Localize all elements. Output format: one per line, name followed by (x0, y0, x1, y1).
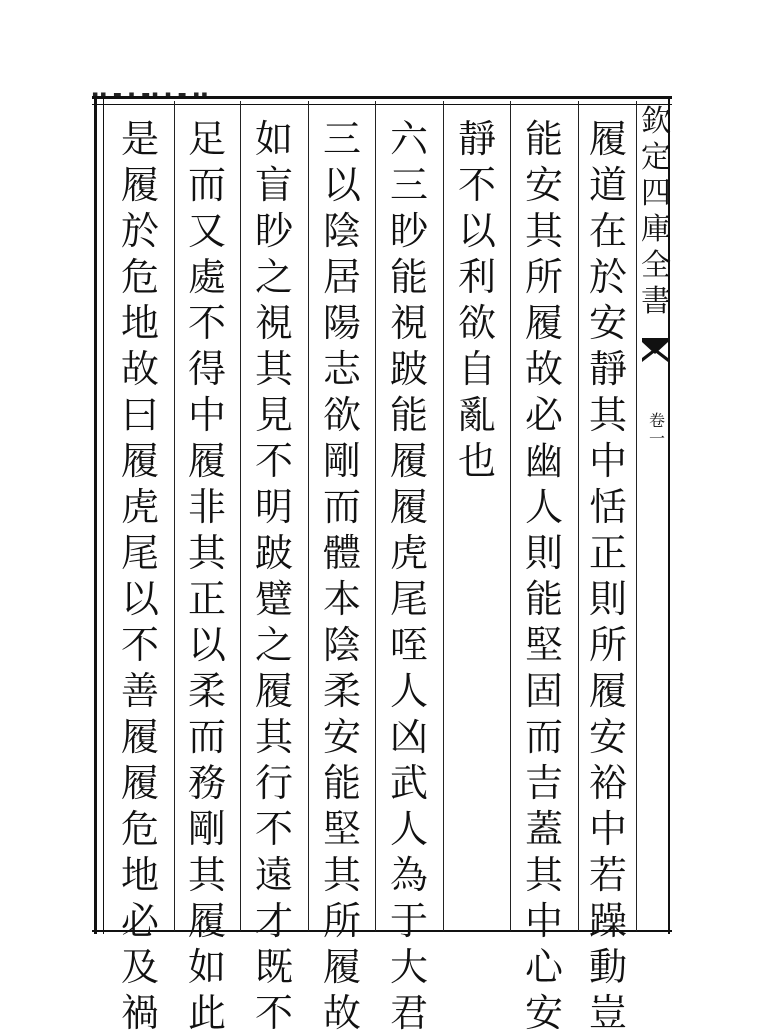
glyph: 及 (120, 945, 159, 989)
glyph: 履 (389, 439, 428, 483)
glyph: 靜 (588, 347, 627, 391)
glyph: 能 (389, 255, 428, 299)
glyph: 動 (588, 945, 627, 989)
glyph: 中 (187, 393, 226, 437)
glyph: 地 (120, 301, 159, 345)
glyph: 而 (187, 715, 226, 759)
glyph: 躁 (588, 899, 627, 943)
glyph: 其 (254, 347, 293, 391)
glyph: 於 (120, 209, 159, 253)
glyph: 中 (588, 807, 627, 851)
glyph: 靜 (457, 117, 496, 161)
glyph: 其 (187, 853, 226, 897)
glyph: 虎 (120, 485, 159, 529)
glyph: 故 (322, 991, 361, 1035)
glyph: 本 (322, 577, 361, 621)
glyph: 在 (588, 209, 627, 253)
glyph: 其 (187, 531, 226, 575)
glyph: 跛 (389, 347, 428, 391)
glyph: 曰 (120, 393, 159, 437)
glyph: 陰 (322, 209, 361, 253)
glyph: 非 (187, 485, 226, 529)
glyph: 危 (120, 255, 159, 299)
glyph: 其 (524, 853, 563, 897)
glyph: 所 (524, 255, 563, 299)
glyph: 所 (588, 623, 627, 667)
glyph: 剛 (187, 807, 226, 851)
glyph: 剛 (322, 439, 361, 483)
glyph: 故 (524, 347, 563, 391)
glyph: 地 (120, 853, 159, 897)
column-rule (240, 101, 241, 931)
glyph: 必 (120, 899, 159, 943)
glyph: 書 (641, 284, 671, 319)
glyph: 得 (187, 347, 226, 391)
glyph: 豈 (588, 991, 627, 1035)
glyph: 陽 (322, 301, 361, 345)
glyph: 又 (187, 209, 226, 253)
glyph: 自 (457, 347, 496, 391)
glyph: 以 (457, 209, 496, 253)
glyph: 履 (187, 439, 226, 483)
glyph: 其 (588, 393, 627, 437)
glyph: 履 (322, 945, 361, 989)
glyph: 志 (322, 347, 361, 391)
glyph: 履 (120, 761, 159, 805)
glyph: 以 (120, 577, 159, 621)
glyph: 一 (648, 429, 665, 448)
glyph: 才 (254, 899, 293, 943)
column-rule (510, 101, 511, 931)
glyph: 以 (322, 163, 361, 207)
glyph: 不 (254, 991, 293, 1035)
text-column-7 (179, 116, 235, 1036)
glyph: 柔 (322, 669, 361, 713)
glyph: 不 (457, 163, 496, 207)
glyph: 履 (254, 669, 293, 713)
glyph: 庫 (641, 212, 671, 247)
glyph: 咥 (389, 623, 428, 667)
glyph: 盲 (254, 163, 293, 207)
glyph: 履 (389, 485, 428, 529)
glyph: 堅 (524, 623, 563, 667)
text-column-8 (112, 116, 168, 1036)
glyph: 處 (187, 255, 226, 299)
glyph: 恬 (588, 485, 627, 529)
glyph: 既 (254, 945, 293, 989)
fishtail-mark-icon (640, 336, 670, 366)
text-column-4 (381, 116, 437, 1036)
glyph: 全 (641, 248, 671, 283)
glyph: 虎 (389, 531, 428, 575)
glyph: 安 (524, 991, 563, 1035)
glyph: 幽 (524, 439, 563, 483)
glyph: 定 (641, 140, 671, 175)
glyph: 如 (187, 945, 226, 989)
glyph: 履 (120, 439, 159, 483)
glyph: 如 (254, 117, 293, 161)
glyph: 能 (322, 761, 361, 805)
glyph: 遠 (254, 853, 293, 897)
glyph: 安 (588, 301, 627, 345)
glyph: 三 (322, 117, 361, 161)
glyph: 而 (524, 715, 563, 759)
glyph: 正 (588, 531, 627, 575)
glyph: 武 (389, 761, 428, 805)
glyph: 務 (187, 761, 226, 805)
glyph: 之 (254, 255, 293, 299)
glyph: 道 (588, 163, 627, 207)
glyph: 人 (389, 807, 428, 851)
text-column-2 (516, 116, 572, 1036)
glyph: 人 (389, 669, 428, 713)
glyph: 躄 (254, 577, 293, 621)
glyph: 不 (254, 439, 293, 483)
glyph: 六 (389, 117, 428, 161)
glyph: 善 (120, 669, 159, 713)
glyph: 則 (524, 531, 563, 575)
glyph: 欽 (641, 104, 671, 139)
glyph: 而 (322, 485, 361, 529)
glyph: 君 (389, 991, 428, 1035)
glyph: 欲 (322, 393, 361, 437)
column-rule (308, 101, 309, 931)
glyph: 不 (120, 623, 159, 667)
glyph: 能 (524, 577, 563, 621)
glyph: 若 (588, 853, 627, 897)
glyph: 其 (254, 715, 293, 759)
glyph: 履 (120, 715, 159, 759)
glyph: 危 (120, 807, 159, 851)
glyph: 此 (187, 991, 226, 1035)
glyph: 柔 (187, 669, 226, 713)
glyph: 視 (389, 301, 428, 345)
glyph: 陰 (322, 623, 361, 667)
glyph: 四 (641, 176, 671, 211)
glyph: 三 (389, 163, 428, 207)
frame-top-ornament: ▪▪ ▬ ▪ ▬▪ ▪ ▬ ▪▪ (92, 90, 210, 100)
glyph: 利 (457, 255, 496, 299)
glyph: 尾 (389, 577, 428, 621)
column-rule (578, 101, 579, 931)
glyph: 眇 (254, 209, 293, 253)
glyph: 正 (187, 577, 226, 621)
glyph: 為 (389, 853, 428, 897)
glyph: 能 (524, 117, 563, 161)
frame-left-border (94, 96, 104, 934)
glyph: 固 (524, 669, 563, 713)
text-column-5 (314, 116, 370, 1036)
glyph: 中 (524, 899, 563, 943)
glyph: 履 (524, 301, 563, 345)
glyph: 心 (524, 945, 563, 989)
glyph: 亂 (457, 393, 496, 437)
glyph: 禍 (120, 991, 159, 1035)
glyph: 人 (524, 485, 563, 529)
glyph: 履 (588, 669, 627, 713)
glyph: 所 (322, 899, 361, 943)
glyph: 履 (588, 117, 627, 161)
glyph: 能 (389, 393, 428, 437)
glyph: 居 (322, 255, 361, 299)
glyph: 吉 (524, 761, 563, 805)
glyph: 其 (322, 853, 361, 897)
glyph: 裕 (588, 761, 627, 805)
glyph: 行 (254, 761, 293, 805)
column-rule (375, 101, 376, 931)
glyph: 則 (588, 577, 627, 621)
margin-title (636, 104, 676, 320)
glyph: 尾 (120, 531, 159, 575)
text-column-6 (246, 116, 302, 1036)
glyph: 于 (389, 899, 428, 943)
glyph: 明 (254, 485, 293, 529)
glyph: 不 (187, 301, 226, 345)
glyph: 足 (187, 117, 226, 161)
glyph: 體 (322, 531, 361, 575)
glyph: 其 (524, 209, 563, 253)
glyph: 而 (187, 163, 226, 207)
glyph: 故 (120, 347, 159, 391)
column-rule (174, 101, 175, 931)
glyph: 履 (120, 163, 159, 207)
glyph: 蓋 (524, 807, 563, 851)
margin-juan (644, 412, 670, 448)
glyph: 安 (322, 715, 361, 759)
glyph: 大 (389, 945, 428, 989)
text-column-3 (449, 116, 505, 484)
glyph: 視 (254, 301, 293, 345)
glyph: 見 (254, 393, 293, 437)
column-rule (443, 101, 444, 931)
glyph: 之 (254, 623, 293, 667)
glyph: 眇 (389, 209, 428, 253)
glyph: 不 (254, 807, 293, 851)
glyph: 堅 (322, 807, 361, 851)
glyph: 凶 (389, 715, 428, 759)
glyph: 卷 (648, 411, 665, 430)
glyph: 履 (187, 899, 226, 943)
text-column-1 (580, 116, 636, 1036)
glyph: 於 (588, 255, 627, 299)
glyph: 是 (120, 117, 159, 161)
glyph: 中 (588, 439, 627, 483)
glyph: 也 (457, 439, 496, 483)
glyph: 必 (524, 393, 563, 437)
glyph: 跛 (254, 531, 293, 575)
glyph: 以 (187, 623, 226, 667)
glyph: 安 (524, 163, 563, 207)
glyph: 安 (588, 715, 627, 759)
frame-top-border (92, 96, 672, 105)
glyph: 欲 (457, 301, 496, 345)
